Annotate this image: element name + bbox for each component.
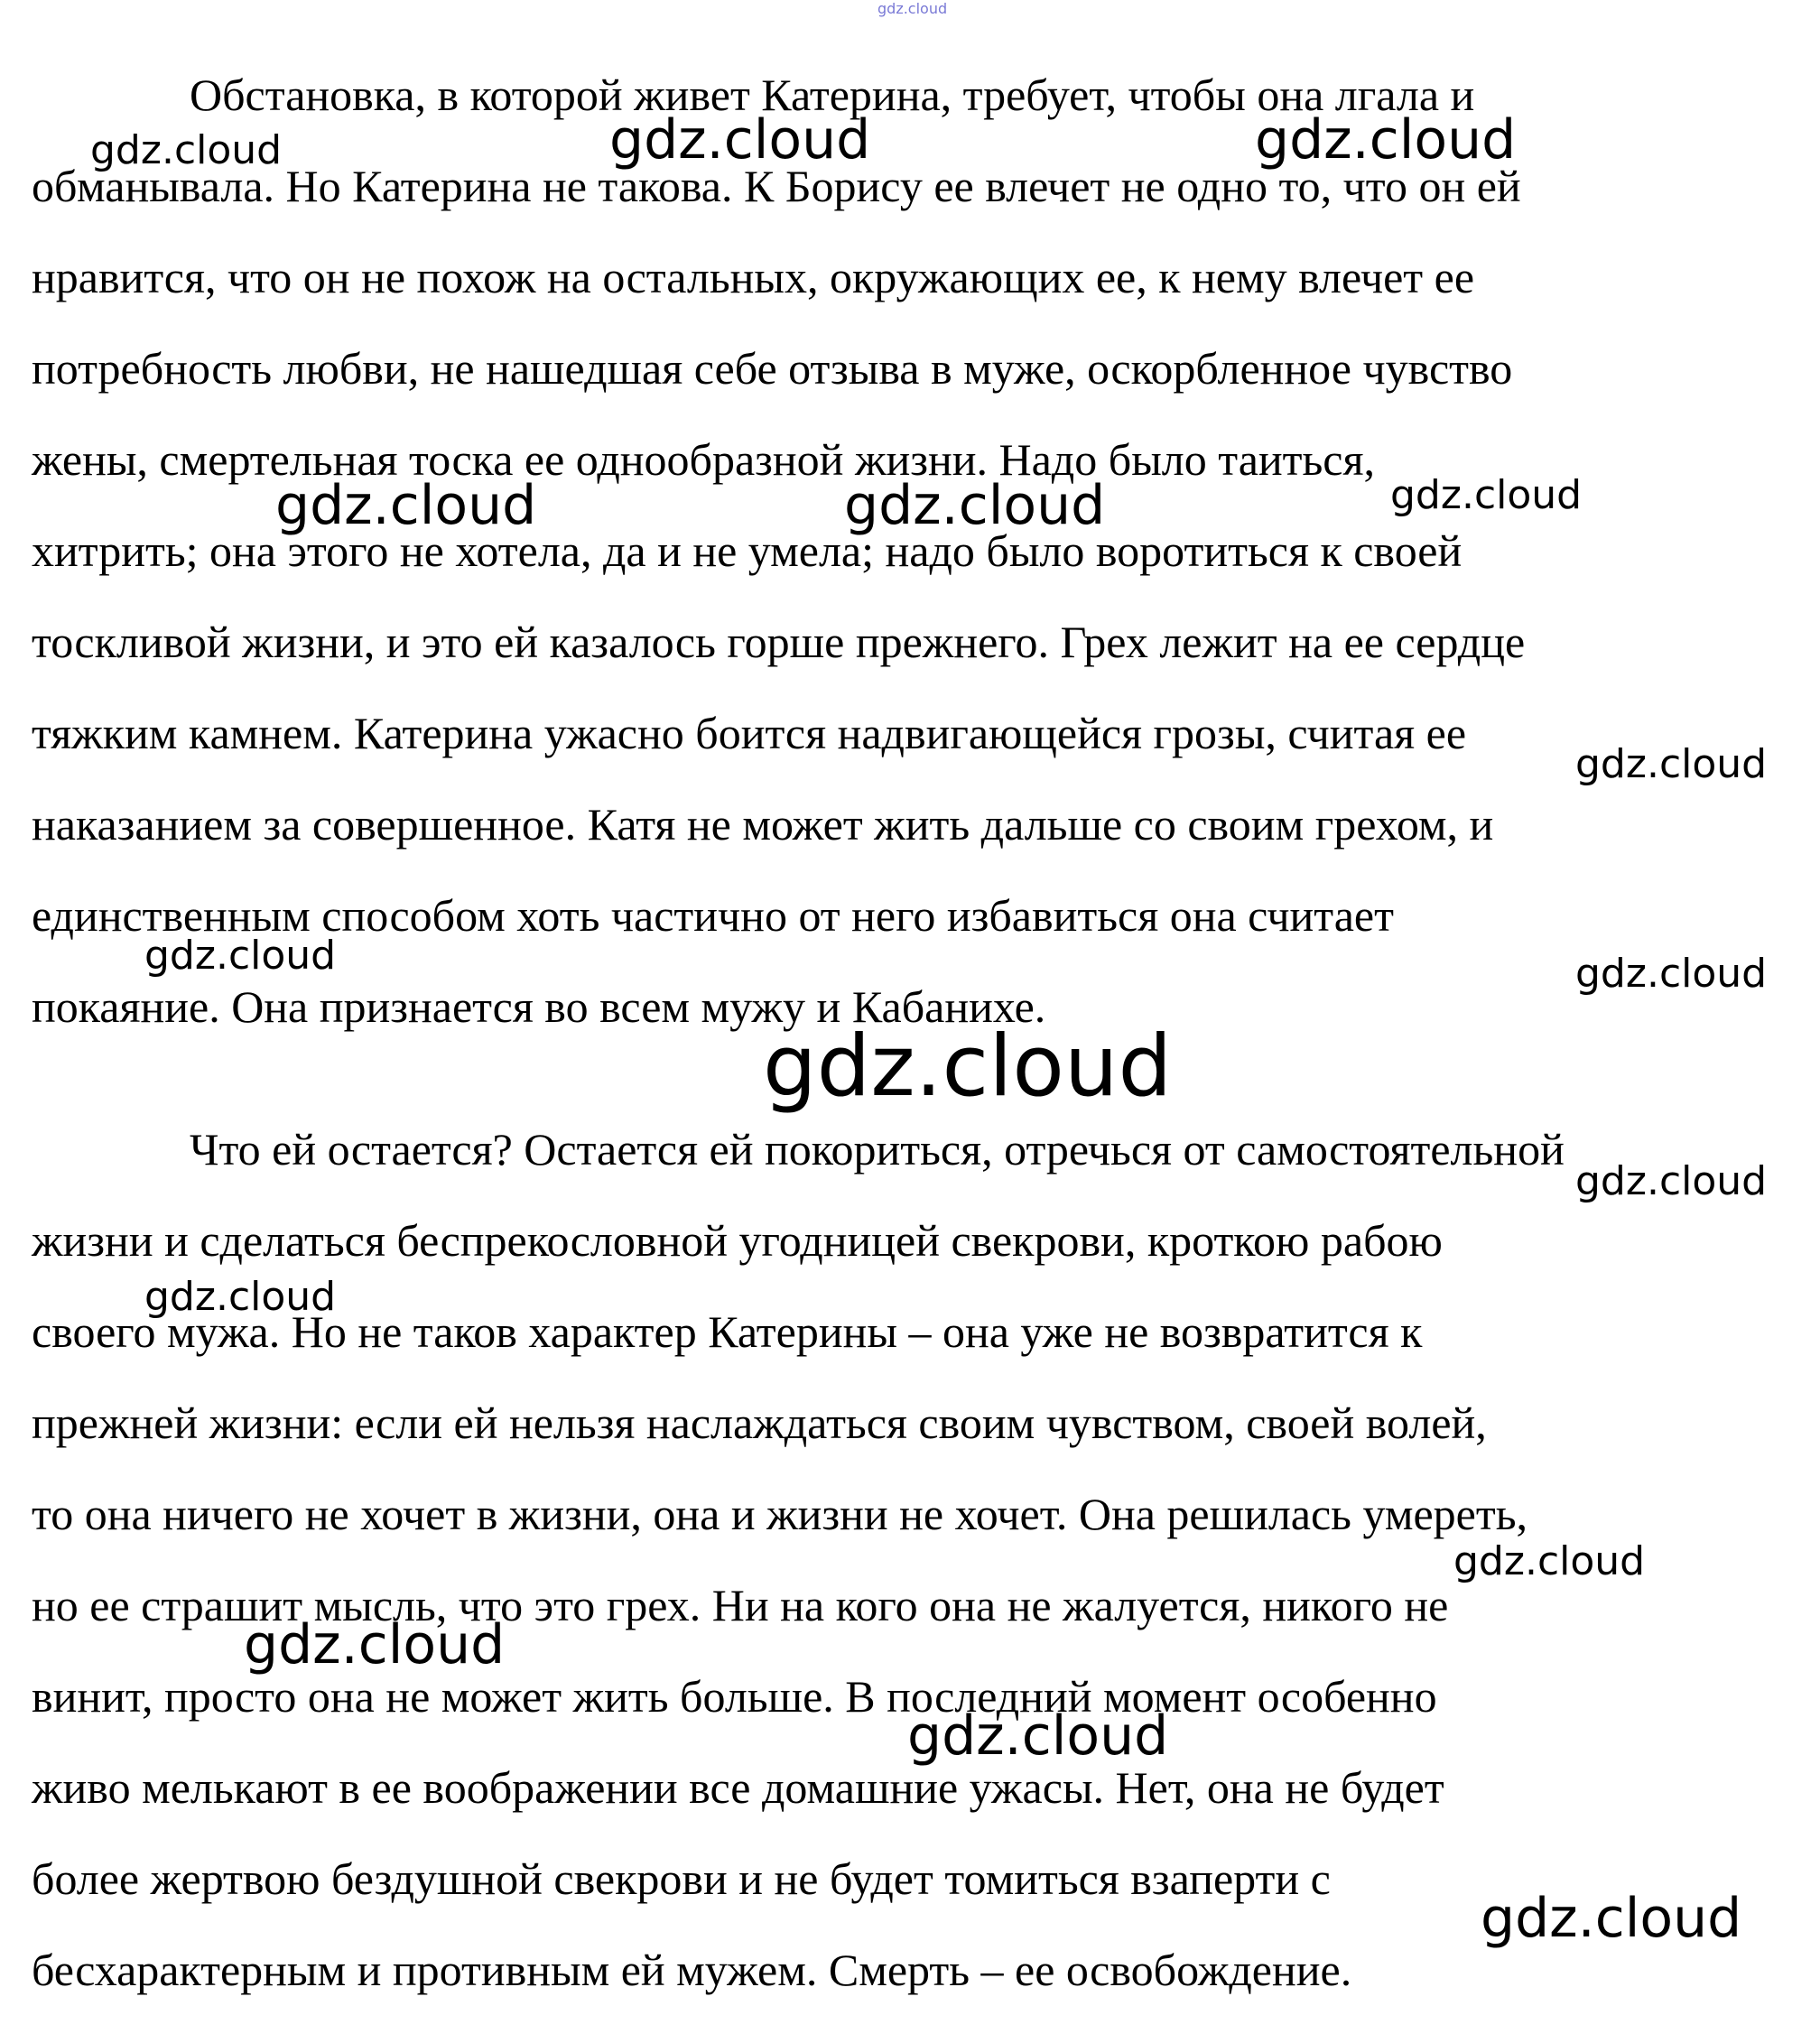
text-line: прежней жизни: если ей нельзя наслаждаться своим чувством, своей волей, — [32, 1398, 1487, 1448]
watermark: gdz.cloud — [1255, 108, 1517, 172]
text-line: тяжким камнем. Катерина ужасно боится надвигающейся грозы, считая ее — [32, 708, 1467, 758]
watermark: gdz.cloud — [1390, 472, 1583, 518]
text-line: единственным способом хоть частично от него избавиться она считает — [32, 890, 1394, 941]
watermark: gdz.cloud — [907, 1704, 1169, 1768]
watermark: gdz.cloud — [1575, 741, 1768, 787]
text-line: винит, просто она не может жить больше. В последний момент особенно — [32, 1671, 1437, 1722]
text-line: то она ничего не хочет в жизни, она и жизни не хочет. Она решилась умереть, — [32, 1489, 1528, 1539]
watermark: gdz.cloud — [144, 1274, 337, 1320]
watermark: gdz.cloud — [1575, 1158, 1768, 1204]
watermark: gdz.cloud — [90, 127, 283, 173]
text-line: тоскливой жизни, и это ей казалось горше прежнего. Грех лежит на ее сердце — [32, 617, 1526, 667]
text-line: покаяние. Она признается во всем мужу и Кабанихе. — [32, 981, 1046, 1032]
text-line: потребность любви, не нашедшая себе отзыва в муже, оскорбленное чувство — [32, 343, 1513, 394]
watermark: gdz.cloud — [1481, 1887, 1742, 1950]
header-watermark: gdz.cloud — [878, 0, 948, 17]
watermark: gdz.cloud — [844, 474, 1106, 537]
text-line: живо мелькают в ее воображении все домашние ужасы. Нет, она не будет — [32, 1762, 1444, 1813]
text-line: бесхарактерным и противным ей мужем. Смерть – ее освобождение. — [32, 1945, 1352, 1995]
text-line: жены, смертельная тоска ее однообразной жизни. Надо было таиться, — [32, 434, 1375, 485]
text-line: Обстановка, в которой живет Катерина, требует, чтобы она лгала и — [32, 70, 1475, 120]
watermark: gdz.cloud — [144, 933, 337, 979]
text-line: нравится, что он не похож на остальных, окружающих ее, к нему влечет ее — [32, 252, 1475, 302]
text-line: более жертвою бездушной свекрови и не будет томиться взаперти с — [32, 1853, 1331, 1904]
text-line: хитрить; она этого не хотела, да и не умела; надо было воротиться к своей — [32, 525, 1462, 576]
text-line: но ее страшит мысль, что это грех. Ни на кого она не жалуется, никого не — [32, 1580, 1449, 1630]
text-line: обманывала. Но Катерина не такова. К Борису ее влечет не одно то, что он ей — [32, 161, 1521, 211]
watermark: gdz.cloud — [275, 474, 537, 537]
text-line: наказанием за совершенное. Катя не может жить дальше со своим грехом, и — [32, 799, 1494, 850]
watermark: gdz.cloud — [1453, 1538, 1646, 1584]
watermark: gdz.cloud — [1575, 951, 1768, 997]
text-line: Что ей остается? Остается ей покориться, отречься от самостоятельной — [32, 1124, 1565, 1175]
watermark: gdz.cloud — [763, 1017, 1173, 1116]
watermark: gdz.cloud — [244, 1613, 506, 1676]
text-line: жизни и сделаться беспрекословной угодницей свекрови, кроткою рабою — [32, 1215, 1443, 1266]
watermark: gdz.cloud — [609, 108, 871, 172]
text-line: своего мужа. Но не таков характер Катерины – она уже не возвратится к — [32, 1306, 1423, 1357]
